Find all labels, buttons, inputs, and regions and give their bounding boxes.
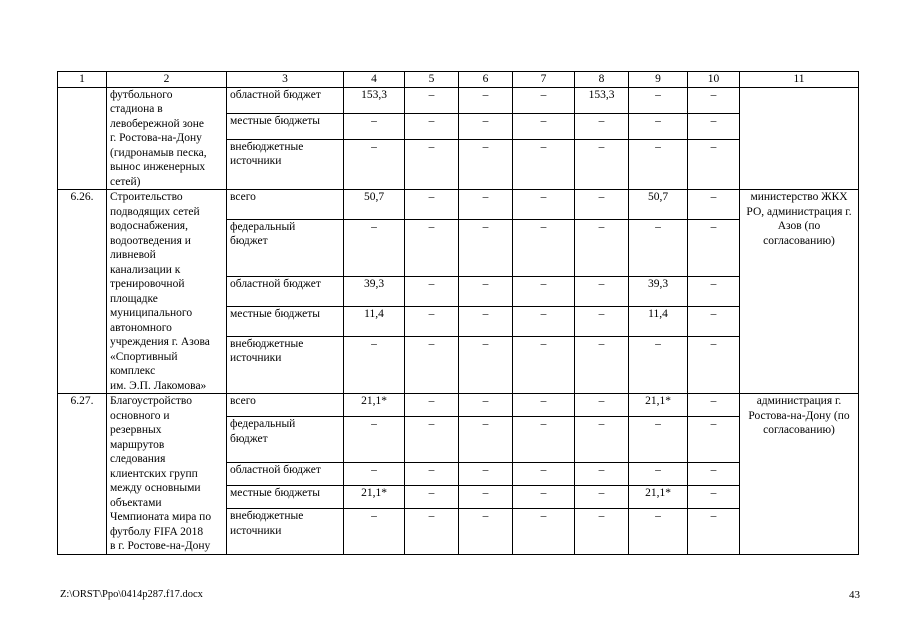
object-line: Строительство — [110, 191, 183, 203]
funding-source-line: внебюджетные — [230, 140, 304, 153]
value-cell: – — [575, 336, 629, 393]
funding-source — [227, 485, 344, 508]
value-cell: – — [629, 139, 688, 189]
object-line: водоотведения и — [110, 234, 191, 247]
value-cell: – — [575, 219, 629, 276]
value-cell: – — [344, 113, 405, 139]
object-line: г. Ростова-на-Дону — [110, 132, 202, 144]
value-cell: – — [405, 87, 459, 113]
value-cell: – — [344, 336, 405, 393]
value-cell: – — [629, 336, 688, 393]
funding-source-line: областной бюджет — [230, 278, 321, 291]
object-line: учреждения г. Азова — [110, 336, 210, 348]
value-cell: – — [513, 219, 575, 276]
value-cell: – — [459, 139, 513, 189]
header-cell: 10 — [688, 72, 740, 88]
funding-source-line: внебюджетные — [230, 510, 304, 523]
funding-source — [227, 336, 344, 393]
object-description — [107, 394, 227, 555]
object-line: канализации к — [110, 263, 181, 276]
object-line: муниципального — [110, 307, 193, 319]
value-cell: – — [575, 485, 629, 508]
object-line: вынос инженерных — [110, 161, 206, 173]
object-line: площадке — [110, 292, 158, 305]
value-cell: – — [575, 417, 629, 462]
value-cell: 153,3 — [575, 87, 629, 113]
object-description — [107, 190, 227, 394]
value-cell: 11,4 — [344, 306, 405, 336]
value-cell: – — [459, 462, 513, 485]
header-cell: 9 — [629, 72, 688, 88]
value-cell: – — [629, 509, 688, 554]
value-cell: – — [629, 462, 688, 485]
value-cell: – — [575, 190, 629, 220]
object-line: между основными — [110, 482, 201, 494]
table-row — [58, 87, 859, 113]
value-cell: – — [629, 87, 688, 113]
value-cell: – — [688, 336, 740, 393]
value-cell: – — [459, 190, 513, 220]
value-cell: – — [459, 219, 513, 276]
value-cell: – — [405, 336, 459, 393]
value-cell: – — [629, 417, 688, 462]
value-cell: – — [688, 219, 740, 276]
value-cell: – — [688, 139, 740, 189]
object-line: сетей) — [110, 175, 141, 188]
value-cell: – — [688, 87, 740, 113]
funding-source — [227, 509, 344, 554]
object-line: левобережной зоне — [110, 117, 204, 130]
header-cell: 5 — [405, 72, 459, 88]
object-line: подводящих сетей — [110, 205, 200, 218]
funding-source-line: источники — [230, 524, 282, 537]
value-cell: – — [575, 113, 629, 139]
header-cell: 7 — [513, 72, 575, 88]
object-description — [107, 87, 227, 190]
value-cell: 153,3 — [344, 87, 405, 113]
value-cell: – — [405, 509, 459, 554]
funding-source — [227, 190, 344, 220]
object-line: следования — [110, 453, 166, 465]
value-cell: – — [405, 219, 459, 276]
funding-source — [227, 277, 344, 307]
header-cell: 2 — [107, 72, 227, 88]
object-line: «Спортивный — [110, 350, 178, 363]
value-cell: – — [513, 87, 575, 113]
value-cell: 21,1* — [629, 394, 688, 417]
value-cell: – — [688, 190, 740, 220]
value-cell: – — [688, 277, 740, 307]
object-line: комплекс — [110, 365, 156, 377]
header-cell: 1 — [58, 72, 107, 88]
funding-source — [227, 219, 344, 276]
funding-source — [227, 394, 344, 417]
header-cell: 11 — [740, 72, 859, 88]
funding-source-line: внебюджетные — [230, 337, 304, 350]
object-line: стадиона в — [110, 103, 163, 115]
value-cell: 39,3 — [629, 277, 688, 307]
funding-source-line: бюджет — [230, 432, 268, 445]
object-line: Благоустройство — [110, 395, 192, 407]
value-cell: – — [459, 87, 513, 113]
value-cell: – — [575, 139, 629, 189]
value-cell: – — [688, 509, 740, 554]
funding-source-line: областной бюджет — [230, 88, 321, 101]
value-cell: – — [405, 485, 459, 508]
value-cell: – — [405, 306, 459, 336]
funding-source — [227, 462, 344, 485]
value-cell: – — [513, 485, 575, 508]
value-cell: – — [575, 462, 629, 485]
value-cell: – — [459, 277, 513, 307]
object-line: Чемпионата мира по — [110, 511, 212, 523]
item-number — [58, 87, 107, 190]
value-cell: – — [575, 277, 629, 307]
value-cell: 50,7 — [629, 190, 688, 220]
object-line: в г. Ростове-на-Дону — [110, 540, 211, 552]
value-cell: – — [513, 417, 575, 462]
value-cell: – — [459, 485, 513, 508]
funding-source-line: источники — [230, 155, 282, 168]
header-cell: 8 — [575, 72, 629, 88]
value-cell: – — [575, 306, 629, 336]
funding-source — [227, 306, 344, 336]
value-cell: 21,1* — [344, 485, 405, 508]
value-cell: – — [688, 306, 740, 336]
object-line: футбольного — [110, 88, 173, 101]
value-cell: – — [688, 417, 740, 462]
funding-source-line: местные бюджеты — [230, 307, 321, 320]
value-cell: – — [405, 190, 459, 220]
value-cell: – — [513, 462, 575, 485]
value-cell: – — [344, 219, 405, 276]
value-cell: – — [575, 509, 629, 554]
funding-source — [227, 139, 344, 189]
funding-source-line: всего — [230, 395, 256, 407]
object-line: основного и — [110, 409, 170, 422]
value-cell: – — [344, 462, 405, 485]
value-cell: – — [629, 113, 688, 139]
object-line: маршрутов — [110, 438, 165, 451]
value-cell: – — [344, 417, 405, 462]
value-cell: – — [459, 336, 513, 393]
header-cell: 3 — [227, 72, 344, 88]
value-cell: – — [344, 139, 405, 189]
budget-table — [57, 71, 859, 555]
responsible-party — [740, 87, 859, 190]
funding-source-line: бюджет — [230, 235, 268, 248]
value-cell: 39,3 — [344, 277, 405, 307]
object-line: тренировочной — [110, 278, 185, 290]
value-cell: 50,7 — [344, 190, 405, 220]
table-row — [58, 394, 859, 417]
value-cell: – — [513, 190, 575, 220]
value-cell: 21,1* — [629, 485, 688, 508]
value-cell: – — [405, 462, 459, 485]
value-cell: – — [405, 277, 459, 307]
value-cell: – — [513, 306, 575, 336]
value-cell: – — [688, 462, 740, 485]
object-line: ливневой — [110, 249, 156, 261]
funding-source-line: федеральный — [230, 418, 296, 431]
funding-source-line: областной бюджет — [230, 463, 321, 476]
value-cell: – — [688, 394, 740, 417]
value-cell: – — [405, 394, 459, 417]
object-line: клиентских групп — [110, 467, 198, 480]
value-cell: 11,4 — [629, 306, 688, 336]
value-cell: – — [629, 219, 688, 276]
header-row — [58, 72, 859, 88]
value-cell: – — [405, 417, 459, 462]
object-line: объектами — [110, 496, 162, 509]
value-cell: – — [513, 509, 575, 554]
value-cell: – — [513, 336, 575, 393]
funding-source-line: федеральный — [230, 220, 296, 233]
value-cell: – — [405, 139, 459, 189]
funding-source-line: всего — [230, 191, 256, 203]
value-cell: – — [459, 306, 513, 336]
value-cell: – — [405, 113, 459, 139]
value-cell: – — [513, 113, 575, 139]
object-line: (гидронамыв песка, — [110, 146, 207, 159]
object-line: автономного — [110, 321, 172, 334]
object-line: футболу FIFA 2018 — [110, 525, 204, 538]
footer-page-number: 43 — [849, 589, 860, 601]
value-cell: 21,1* — [344, 394, 405, 417]
value-cell: – — [513, 139, 575, 189]
value-cell: – — [688, 113, 740, 139]
funding-source — [227, 113, 344, 139]
funding-source — [227, 87, 344, 113]
footer-file-path: Z:\ORST\Ppo\0414p287.f17.docx — [60, 589, 203, 600]
table-row — [58, 190, 859, 220]
value-cell: – — [459, 417, 513, 462]
value-cell: – — [513, 277, 575, 307]
header-cell: 4 — [344, 72, 405, 88]
object-line: водоснабжения, — [110, 220, 188, 232]
value-cell: – — [575, 394, 629, 417]
item-number: 6.27. — [58, 394, 107, 555]
value-cell: – — [688, 485, 740, 508]
value-cell: – — [344, 509, 405, 554]
item-number: 6.26. — [58, 190, 107, 394]
header-cell: 6 — [459, 72, 513, 88]
responsible-party: администрация г. Ростова-на-Дону (по согласованию) — [740, 394, 859, 555]
value-cell: – — [459, 113, 513, 139]
value-cell: – — [513, 394, 575, 417]
funding-source-line: источники — [230, 352, 282, 365]
funding-source-line: местные бюджеты — [230, 114, 321, 127]
object-line: им. Э.П. Лакомова» — [110, 379, 207, 392]
funding-source — [227, 417, 344, 462]
object-line: резервных — [110, 424, 162, 436]
value-cell: – — [459, 509, 513, 554]
responsible-party: министерство ЖКХ РО, администрация г. Азов (по согласованию) — [740, 190, 859, 394]
value-cell: – — [459, 394, 513, 417]
funding-source-line: местные бюджеты — [230, 486, 321, 499]
